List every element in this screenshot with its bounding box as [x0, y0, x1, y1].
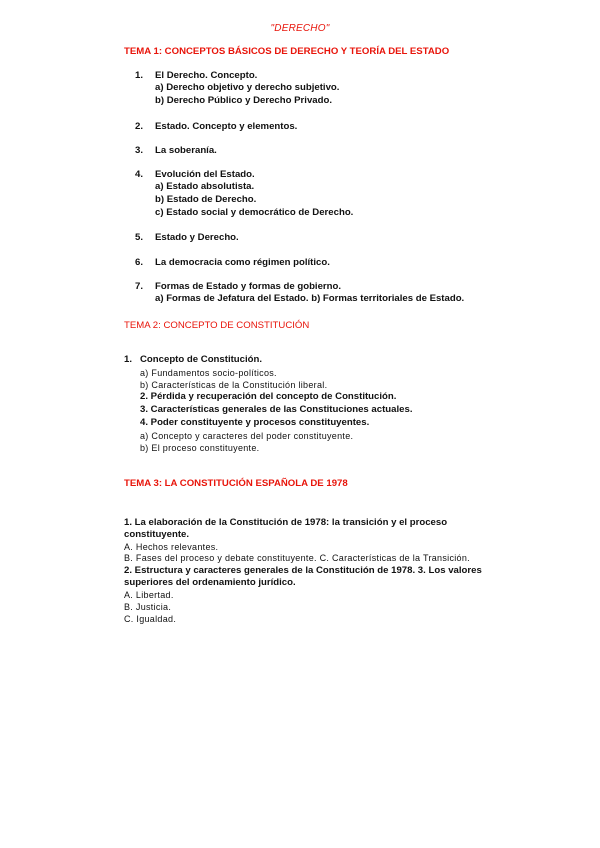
- tema2-line-8: b) El proceso constituyente.: [140, 443, 260, 453]
- tema1-item-2: 2. Estado. Concepto y elementos.: [135, 121, 298, 132]
- tema2-line-5: 3. Características generales de las Constituciones actuales.: [140, 404, 413, 415]
- tema2-line-3: b) Características de la Constitución liberal.: [140, 380, 328, 390]
- tema1-item-5: 5. Estado y Derecho.: [135, 232, 239, 243]
- tema1-item-3: 3. La soberanía.: [135, 145, 217, 156]
- tema2-heading: TEMA 2: CONCEPTO DE CONSTITUCIÓN: [124, 320, 310, 331]
- tema2-line-2: a) Fundamentos socio-políticos.: [140, 368, 277, 378]
- tema3-line-3: A. Hechos relevantes.: [124, 542, 219, 552]
- tema3-line-1: 1. La elaboración de la Constitución de 1978: la transición y el proceso: [124, 517, 448, 528]
- tema2-line-7: a) Concepto y caracteres del poder constituyente.: [140, 431, 354, 441]
- document-title: "DERECHO": [270, 23, 330, 34]
- tema1-item-1-sub-a: a) Derecho objetivo y derecho subjetivo.: [155, 82, 340, 93]
- tema1-item-4-sub-c: c) Estado social y democrático de Derecho.: [155, 207, 354, 218]
- tema2-line-1: 1. Concepto de Constitución.: [124, 354, 263, 365]
- tema1-item-4: 4. Evolución del Estado.: [135, 169, 255, 180]
- tema3-line-4: B. Fases del proceso y debate constituyente. C. Características de la Transición.: [124, 553, 470, 563]
- tema3-line-7: A. Libertad.: [124, 590, 174, 600]
- tema3-heading: TEMA 3: LA CONSTITUCIÓN ESPAÑOLA DE 1978: [124, 478, 348, 489]
- tema3-line-8: B. Justicia.: [124, 602, 172, 612]
- tema1-item-4-sub-a: a) Estado absolutista.: [155, 181, 255, 192]
- tema2-line-6: 4. Poder constituyente y procesos constituyentes.: [140, 417, 370, 428]
- tema2-line-4: 2. Pérdida y recuperación del concepto de Constitución.: [140, 391, 397, 402]
- tema3-line-2: constituyente.: [124, 529, 190, 540]
- tema3-line-5: 2. Estructura y caracteres generales de la Constitución de 1978. 3. Los valores: [124, 565, 482, 576]
- tema1-item-6: 6. La democracia como régimen político.: [135, 257, 330, 268]
- tema3-line-6: superiores del ordenamiento jurídico.: [124, 577, 296, 588]
- tema1-item-7-sub-a: a) Formas de Jefatura del Estado. b) Formas territoriales de Estado.: [155, 293, 465, 304]
- tema1-item-1: 1. El Derecho. Concepto.: [135, 70, 258, 81]
- tema1-item-7: 7. Formas de Estado y formas de gobierno.: [135, 281, 342, 292]
- tema1-heading: TEMA 1: CONCEPTOS BÁSICOS DE DERECHO Y TEORÍA DEL ESTADO: [124, 46, 450, 57]
- tema1-item-1-sub-b: b) Derecho Público y Derecho Privado.: [155, 95, 332, 106]
- tema3-line-9: C. Igualdad.: [124, 614, 177, 624]
- tema1-item-4-sub-b: b) Estado de Derecho.: [155, 194, 257, 205]
